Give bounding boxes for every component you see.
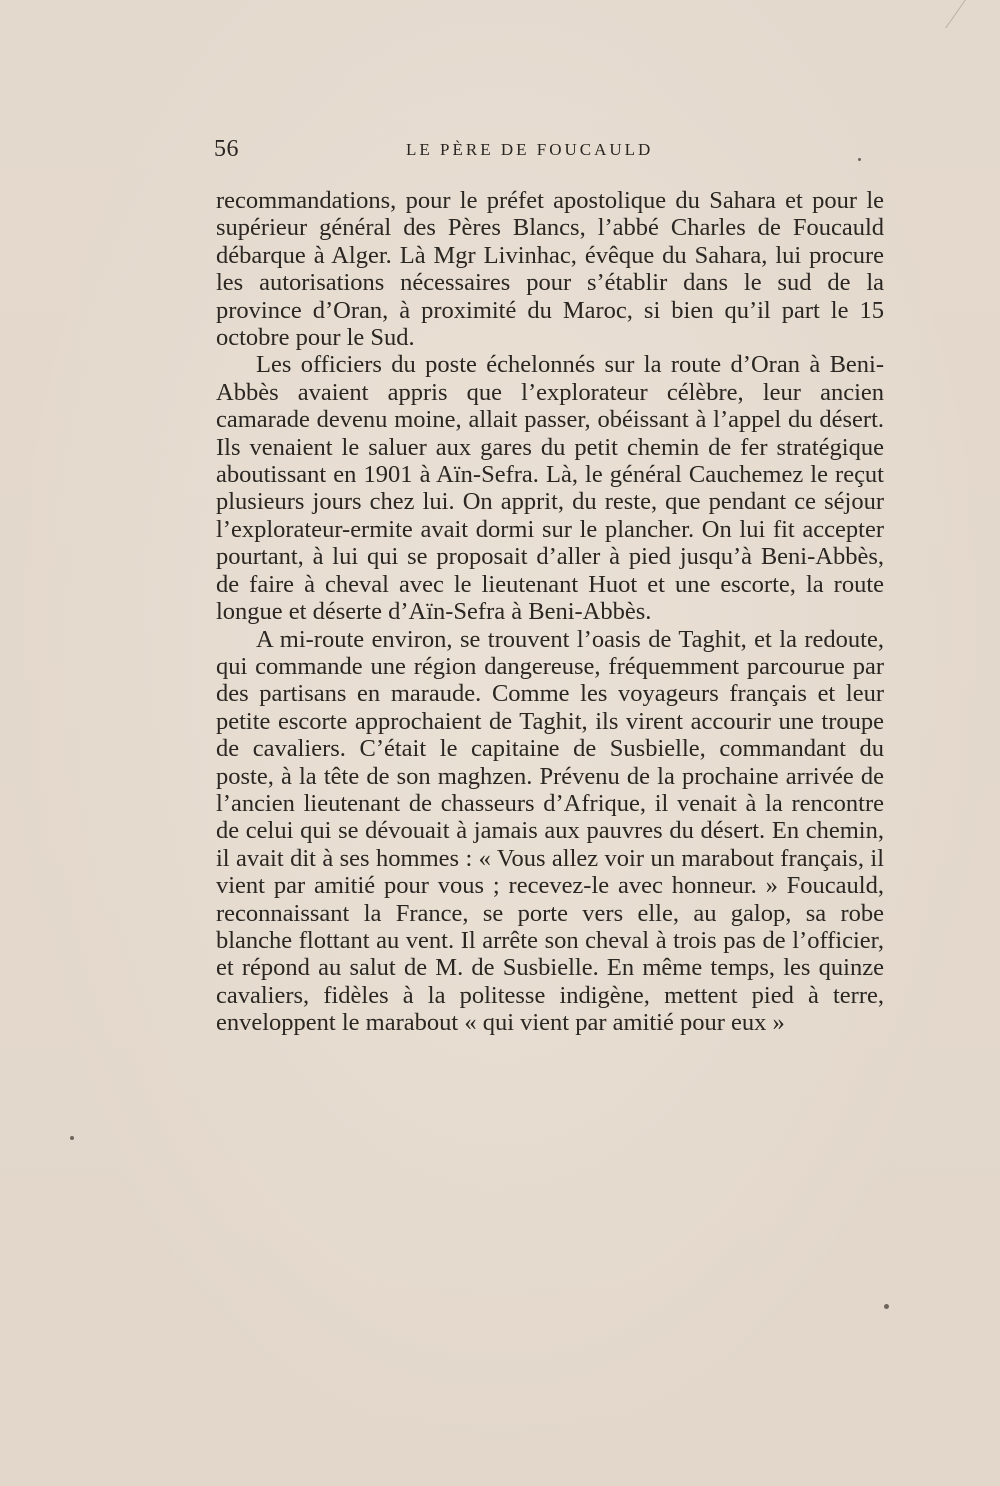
page-corner-mark: [945, 0, 1000, 28]
paragraph: A mi-route environ, se trouvent l’oasis de Taghit, et la redoute, qui commande une région dangereuse, fréquemment parcourue par des partisans en maraude. Comme les voyageurs français et leur petite escorte approchaient de Taghit, ils virent accourir une troupe de cavaliers. C’était le capitaine de Susbielle, commandant du poste, à la tête de son maghzen. Prévenu de la prochaine arrivée de l’ancien lieutenant de chasseurs d’Afrique, il venait à la rencontre de celui qui se dévouait à jamais aux pauvres du désert. En chemin, il avait dit à ses hommes : « Vous allez voir un marabout français, il vient par amitié pour vous ; recevez-le avec honneur. » Foucauld, reconnaissant la France, se porte vers elle, au galop, sa robe blanche flottant au vent. Il arrête son cheval à trois pas de l’officier, et répond au salut de M. de Susbielle. En même temps, les quinze cavaliers, fidèles à la politesse indigène, mettent pied à terre, enveloppent le marabout « qui vient par amitié pour eux »: [216, 625, 884, 1037]
paragraph: recommandations, pour le préfet apostolique du Sahara et pour le supérieur général des Pères Blancs, l’abbé Charles de Foucauld débarque à Alger. Là Mgr Livinhac, évêque du Sahara, lui procure les autorisations nécessaires pour s’établir dans le sud de la province d’Oran, à proximité du Maroc, si bien qu’il part le 15 octobre pour le Sud.: [216, 187, 884, 352]
body-text: [216, 187, 884, 1037]
paper-speck: [70, 1136, 74, 1140]
page-header: [214, 136, 886, 168]
page-number: 56: [214, 136, 239, 162]
paper-speck: [858, 158, 861, 161]
running-head: LE PÈRE DE FOUCAULD: [406, 140, 654, 159]
paper-speck: [884, 1304, 889, 1309]
paragraph: Les officiers du poste échelonnés sur la route d’Oran à Beni-Abbès avaient appris que l’explorateur célèbre, leur ancien camarade devenu moine, allait passer, obéissant à l’appel du désert. Ils venaient le saluer aux gares du petit chemin de fer stratégique aboutissant en 1901 à Aïn-Sefra. Là, le général Cauchemez le reçut plusieurs jours chez lui. On apprit, du reste, que pendant ce séjour l’explorateur-ermite avait dormi sur le plancher. On lui fit accepter pourtant, à lui qui se proposait d’aller à pied jusqu’à Beni-Abbès, de faire à cheval avec le lieutenant Huot et une escorte, la route longue et déserte d’Aïn-Sefra à Beni-Abbès.: [216, 351, 884, 626]
